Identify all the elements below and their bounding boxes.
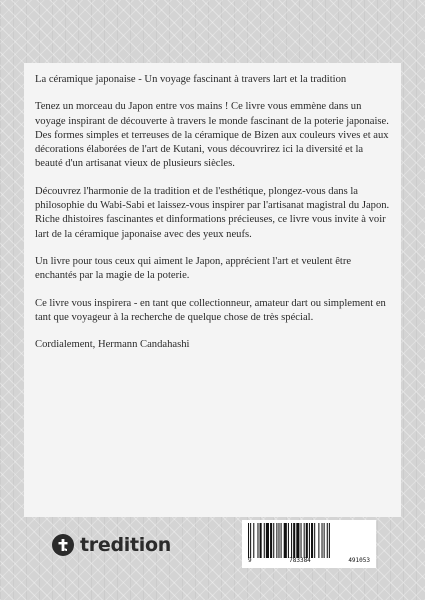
back-cover-text-panel [24, 63, 401, 517]
blurb-paragraph-2: Découvrez l'harmonie de la tradition et de l'esthétique, plongez-vous dans la philosophie du Wabi-Sabi et laissez-vous inspirer par l'artisanat magistral du Japon. Riche dhistoires fascinantes et dinformations précieuses, ce livre vous invite à voir lart de la céramique japonaise avec des yeux neufs. [35, 185, 390, 240]
blurb-paragraph-3: Un livre pour tous ceux qui aiment le Japon, apprécient l'art et veulent être enchantés par la magie de la poterie. [35, 255, 352, 282]
publisher-name: tredition [80, 534, 171, 556]
barcode-icon [248, 523, 370, 558]
barcode-digit-prefix: 9 [248, 557, 252, 564]
isbn-barcode [242, 520, 376, 568]
tredition-logo-icon [52, 534, 74, 556]
publisher-logo [52, 534, 171, 556]
blurb-paragraph-4: Ce livre vous inspirera - en tant que collectionneur, amateur dart ou simplement en tant que voyageur à la recherche de quelque chose de très spécial. [35, 297, 386, 323]
barcode-digit-group-1: 783384 [289, 557, 311, 564]
author-signature: Cordialement, Hermann Candahashi [35, 339, 190, 351]
blurb-paragraph-1: Tenez un morceau du Japon entre vos mains ! Ce livre vous emmène dans un voyage inspirant de découverte à travers le monde fascinant de la poterie japonaise. Des formes simples et terreuses de la céramique de Bizen aux couleurs vives et aux décorations élaborées de l'art de Kutani, vous découvrirez ici la diversité et la beauté d'un artisanat vieux de plusieurs siècles. [35, 101, 389, 170]
barcode-digits [248, 557, 370, 564]
book-title: La céramique japonaise - Un voyage fascinant à travers lart et la tradition [35, 74, 347, 85]
barcode-digit-group-2: 491053 [348, 557, 370, 564]
